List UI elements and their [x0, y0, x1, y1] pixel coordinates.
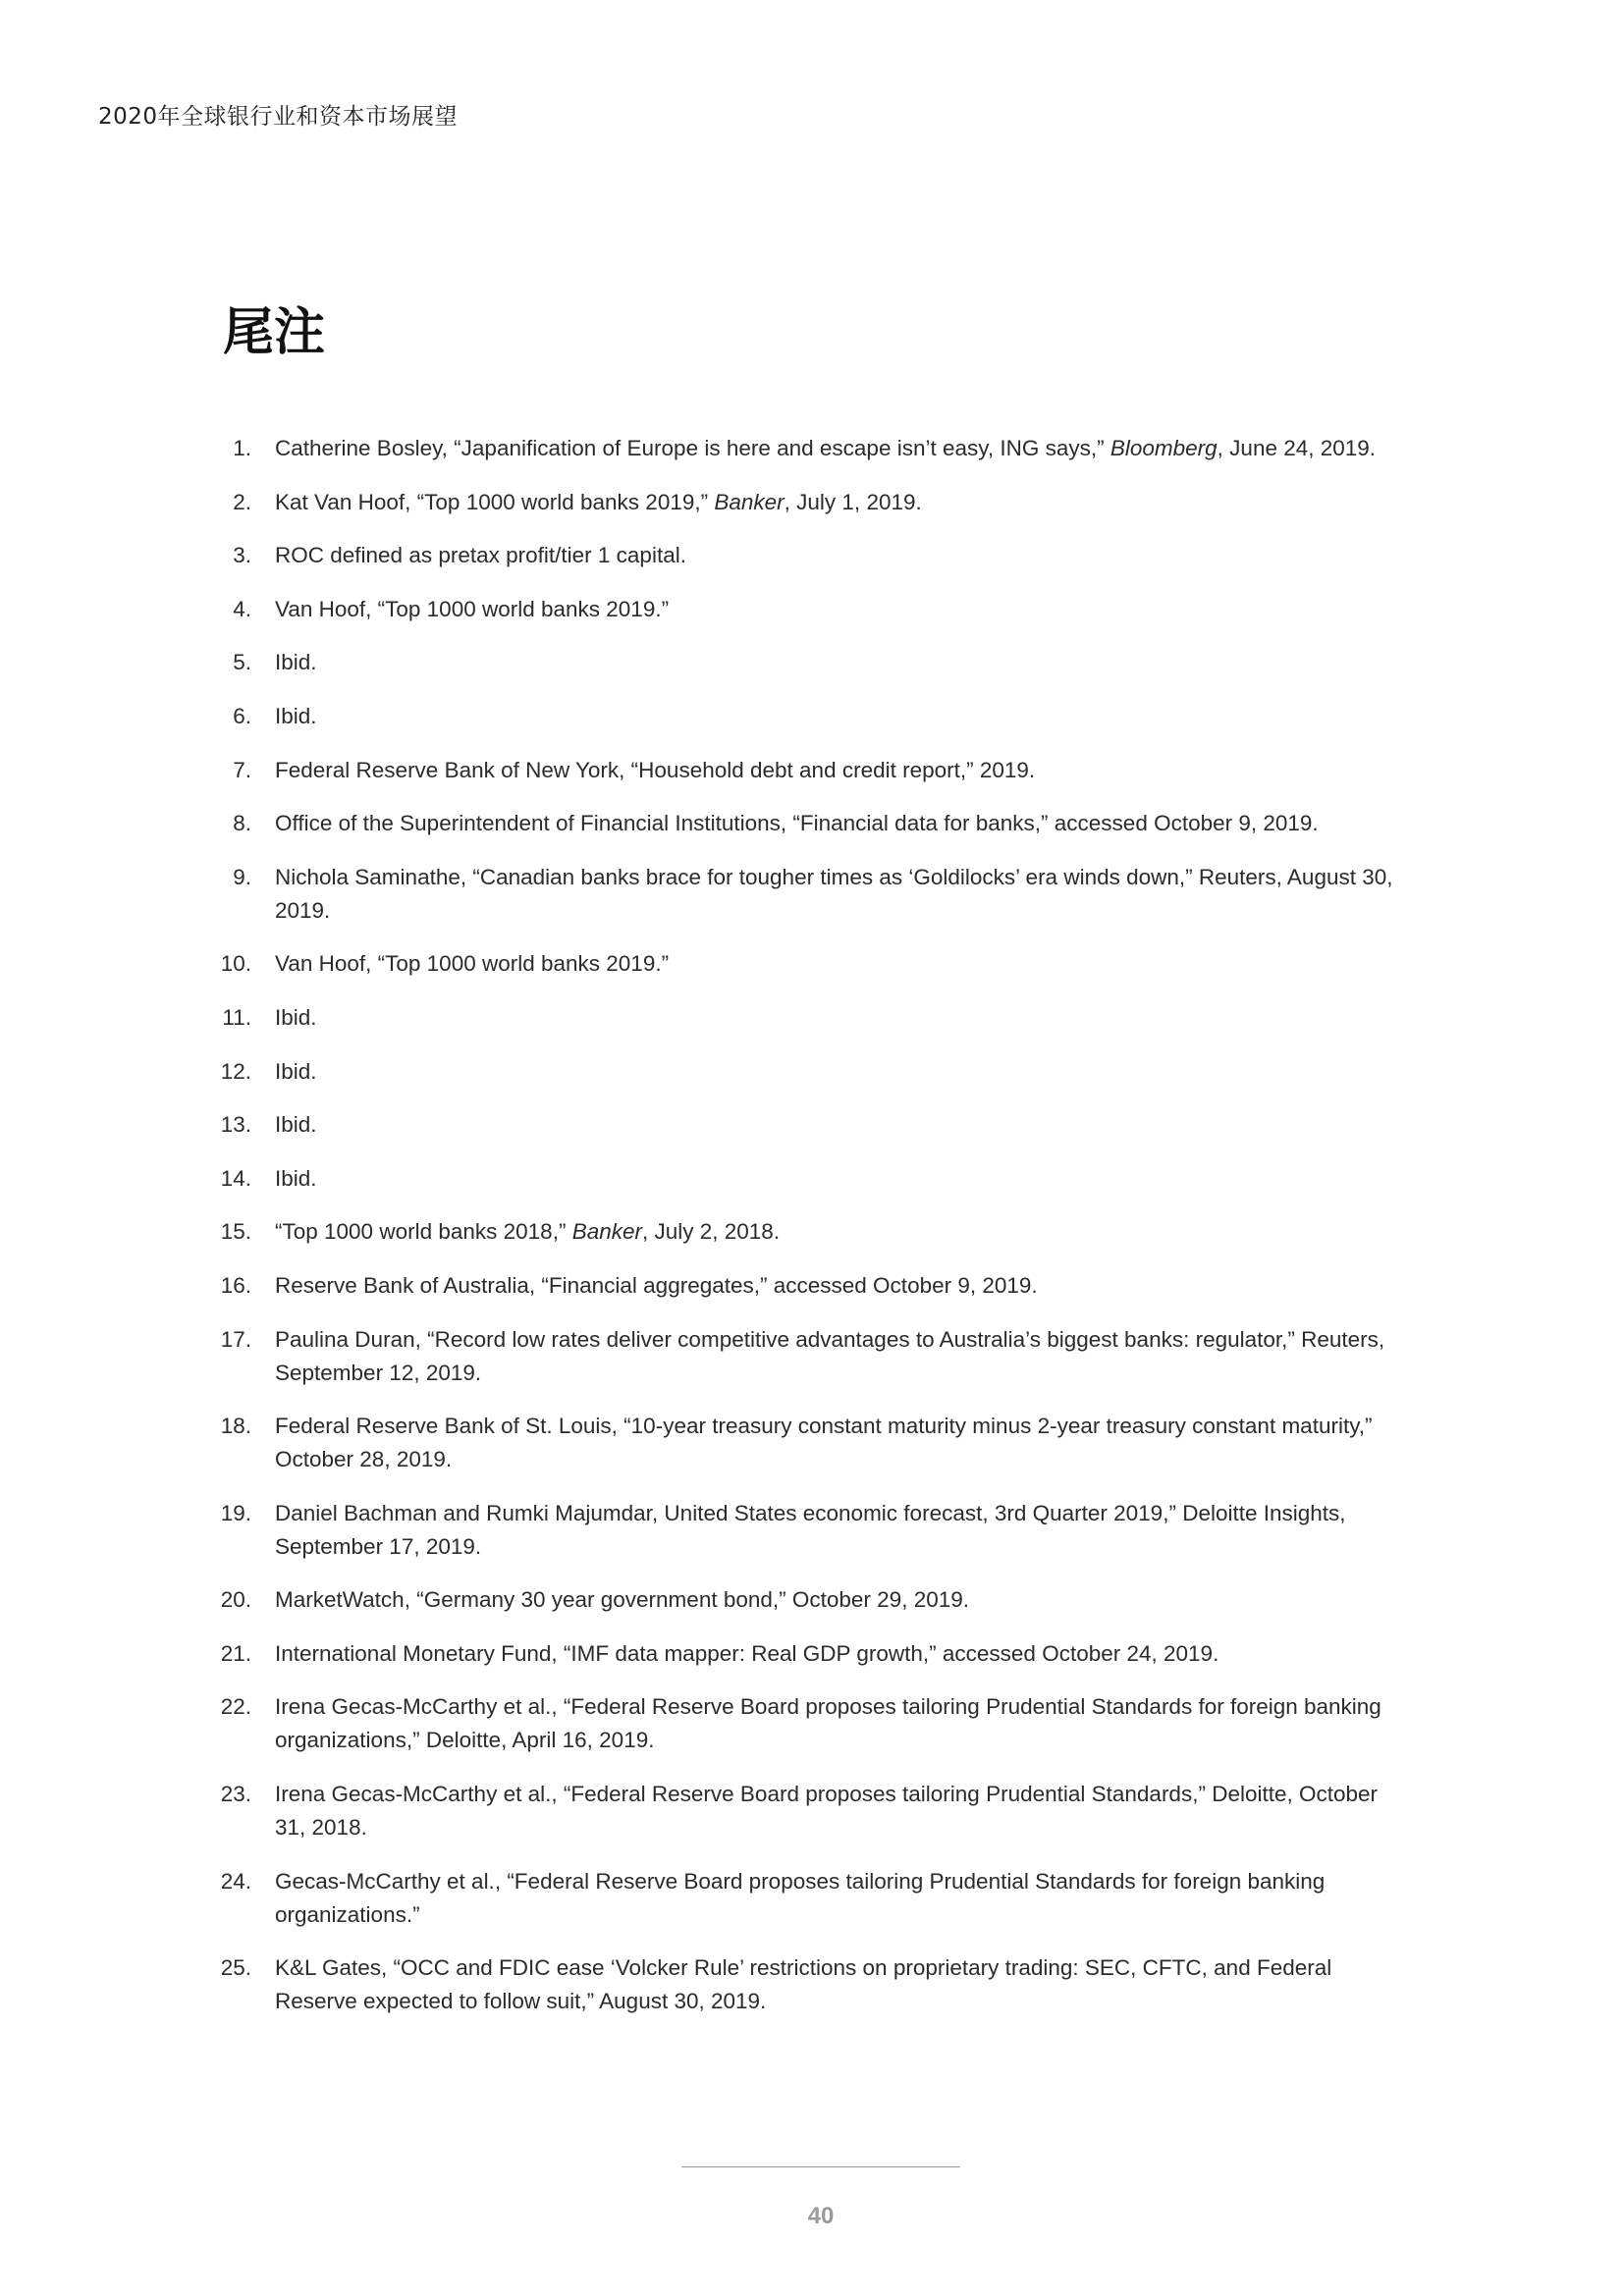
endnote-text-segment: Reserve Bank of Australia, “Financial aggregates,” accessed October 9, 2019.	[275, 1272, 1038, 1298]
endnote-text-segment: Van Hoof, “Top 1000 world banks 2019.”	[275, 596, 670, 621]
endnote-item	[216, 947, 1414, 981]
endnote-number: 16.	[220, 1272, 251, 1298]
endnote-text	[275, 1059, 317, 1084]
endnote-number: 18.	[220, 1414, 251, 1439]
endnote-text-segment: Nichola Saminathe, “Canadian banks brace for tougher times as ‘Goldilocks’ era winds down,” Reuters, August 30, 2019.	[275, 864, 1393, 923]
endnote-text	[275, 758, 1035, 782]
endnote-number: 9.	[233, 864, 251, 889]
publication-title: Banker	[714, 489, 785, 514]
endnote-number: 23.	[220, 1782, 251, 1807]
endnote-text	[275, 650, 317, 674]
endnote-text-segment: , July 1, 2019.	[784, 489, 922, 514]
endnote-item	[216, 1108, 1414, 1142]
endnote-text-segment: Kat Van Hoof, “Top 1000 world banks 2019,”	[275, 489, 715, 514]
endnote-text	[275, 811, 1319, 835]
endnote-number: 12.	[220, 1058, 251, 1084]
endnote-item	[216, 1637, 1414, 1671]
endnote-item	[216, 1055, 1414, 1089]
endnote-text	[275, 1166, 317, 1191]
endnote-number: 22.	[220, 1694, 251, 1720]
endnote-text	[275, 951, 669, 976]
endnote-number: 14.	[220, 1165, 251, 1191]
endnote-text-segment: , July 2, 2018.	[641, 1219, 781, 1245]
endnote-number: 19.	[220, 1500, 251, 1525]
endnote-text-segment: MarketWatch, “Germany 30 year government bond,” October 29, 2019.	[275, 1587, 970, 1613]
endnote-text-segment: Ibid.	[275, 1112, 317, 1138]
endnote-item	[216, 1215, 1414, 1249]
endnote-text-segment: ROC defined as pretax profit/tier 1 capital.	[275, 543, 686, 568]
endnote-text	[275, 1501, 1346, 1559]
endnote-text	[275, 1112, 317, 1137]
endnote-text	[275, 1641, 1218, 1666]
endnote-text-segment: Irena Gecas-McCarthy et al., “Federal Reserve Board proposes tailoring Prudential Standards for foreign banking organizations,” Deloitte, April 16, 2019.	[275, 1694, 1381, 1753]
endnote-text-segment: K&L Gates, “OCC and FDIC ease ‘Volcker Rule’ restrictions on proprietary trading: SEC, CFTC, and Federal Reserve expected to follow suit,” August 30, 2019.	[275, 1955, 1332, 2014]
endnote-number: 8.	[233, 811, 251, 836]
endnote-number: 11.	[222, 1004, 251, 1030]
endnote-text-segment: Federal Reserve Bank of St. Louis, “10-year treasury constant maturity minus 2-year treasury constant maturity,” October 28, 2019.	[275, 1414, 1373, 1472]
endnote-item	[216, 646, 1414, 679]
endnote-number: 1.	[233, 436, 251, 460]
endnote-number: 20.	[220, 1587, 251, 1613]
endnote-text-segment: Daniel Bachman and Rumki Majumdar, United States economic forecast, 3rd Quarter 2019,” Deloitte Insights, September 17, 2019.	[275, 1500, 1346, 1559]
endnote-text	[275, 490, 922, 514]
endnote-text	[275, 1273, 1038, 1298]
endnote-text-segment: International Monetary Fund, “IMF data mapper: Real GDP growth,” accessed October 24, 2019.	[275, 1640, 1219, 1666]
publication-title: Banker	[571, 1219, 642, 1245]
endnote-text	[275, 1955, 1331, 2013]
endnote-text	[275, 597, 669, 621]
endnote-item	[216, 432, 1414, 465]
running-header: 2020年全球银行业和资本市场展望	[98, 104, 459, 130]
endnote-number: 10.	[220, 951, 251, 977]
endnote-item	[216, 1951, 1414, 2018]
page-title: 尾注	[223, 303, 326, 362]
endnote-text-segment: Van Hoof, “Top 1000 world banks 2019.”	[275, 951, 670, 977]
endnote-text	[275, 1414, 1373, 1471]
endnote-text	[275, 1005, 317, 1030]
endnote-item	[216, 1269, 1414, 1303]
endnote-number: 21.	[220, 1640, 251, 1666]
endnotes-list	[216, 432, 1414, 2039]
endnote-text	[275, 704, 317, 728]
endnote-item	[216, 539, 1414, 572]
endnote-item	[216, 861, 1414, 928]
endnote-text-segment: Ibid.	[275, 1058, 317, 1084]
endnote-item	[216, 1410, 1414, 1476]
endnote-text-segment: Catherine Bosley, “Japanification of Europe is here and escape isn’t easy, ING says,”	[275, 436, 1110, 460]
endnote-number: 7.	[233, 757, 251, 782]
endnote-item	[216, 1583, 1414, 1617]
endnote-number: 6.	[233, 703, 251, 728]
endnote-item	[216, 700, 1414, 733]
endnote-item	[216, 486, 1414, 519]
endnote-number: 3.	[233, 543, 251, 568]
endnote-item	[216, 1690, 1414, 1757]
page-number: 40	[807, 2203, 835, 2229]
endnote-item	[216, 1001, 1414, 1035]
endnote-text-segment: Ibid.	[275, 650, 317, 675]
endnote-text-segment: Paulina Duran, “Record low rates deliver competitive advantages to Australia’s biggest banks: regulator,” Reuters, September 12, 2019.	[275, 1326, 1385, 1385]
endnote-text-segment: Ibid.	[275, 1165, 317, 1191]
endnote-number: 24.	[220, 1868, 251, 1894]
endnote-item	[216, 754, 1414, 787]
publication-title: Bloomberg	[1110, 436, 1218, 460]
endnote-text	[275, 1869, 1325, 1927]
endnote-item	[216, 1865, 1414, 1932]
endnote-text-segment: Gecas-McCarthy et al., “Federal Reserve Board proposes tailoring Prudential Standards for foreign banking organizations.”	[275, 1868, 1326, 1927]
endnote-text	[275, 543, 686, 567]
footer-divider	[681, 2166, 960, 2167]
endnote-item	[216, 1497, 1414, 1564]
endnote-item	[216, 1778, 1414, 1844]
endnote-number: 13.	[220, 1112, 251, 1138]
endnote-text-segment: Ibid.	[275, 703, 317, 728]
endnote-text-segment: Federal Reserve Bank of New York, “Household debt and credit report,” 2019.	[275, 757, 1036, 782]
endnote-text-segment: Office of the Superintendent of Financial Institutions, “Financial data for banks,” accessed October 9, 2019.	[275, 811, 1319, 836]
endnote-text	[275, 1782, 1378, 1840]
endnote-text-segment: “Top 1000 world banks 2018,”	[275, 1219, 572, 1245]
endnote-text	[275, 1219, 780, 1244]
endnote-text-segment: , June 24, 2019.	[1217, 436, 1377, 460]
endnote-text-segment: Ibid.	[275, 1004, 317, 1030]
endnote-number: 17.	[220, 1326, 251, 1352]
endnote-number: 25.	[220, 1955, 251, 1981]
endnote-text	[275, 865, 1393, 923]
endnote-number: 2.	[233, 489, 251, 514]
endnote-item	[216, 807, 1414, 840]
endnote-number: 5.	[233, 650, 251, 675]
endnote-text	[275, 1694, 1381, 1752]
endnote-number: 4.	[233, 596, 251, 621]
endnote-text-segment: Irena Gecas-McCarthy et al., “Federal Reserve Board proposes tailoring Prudential Standards,” Deloitte, October 31, 2018.	[275, 1782, 1379, 1841]
endnote-text	[275, 1587, 969, 1612]
endnote-number: 15.	[220, 1219, 251, 1245]
endnote-text	[275, 1327, 1384, 1385]
endnote-item	[216, 1162, 1414, 1196]
endnote-text	[275, 436, 1376, 460]
endnote-item	[216, 1323, 1414, 1390]
endnote-item	[216, 593, 1414, 626]
